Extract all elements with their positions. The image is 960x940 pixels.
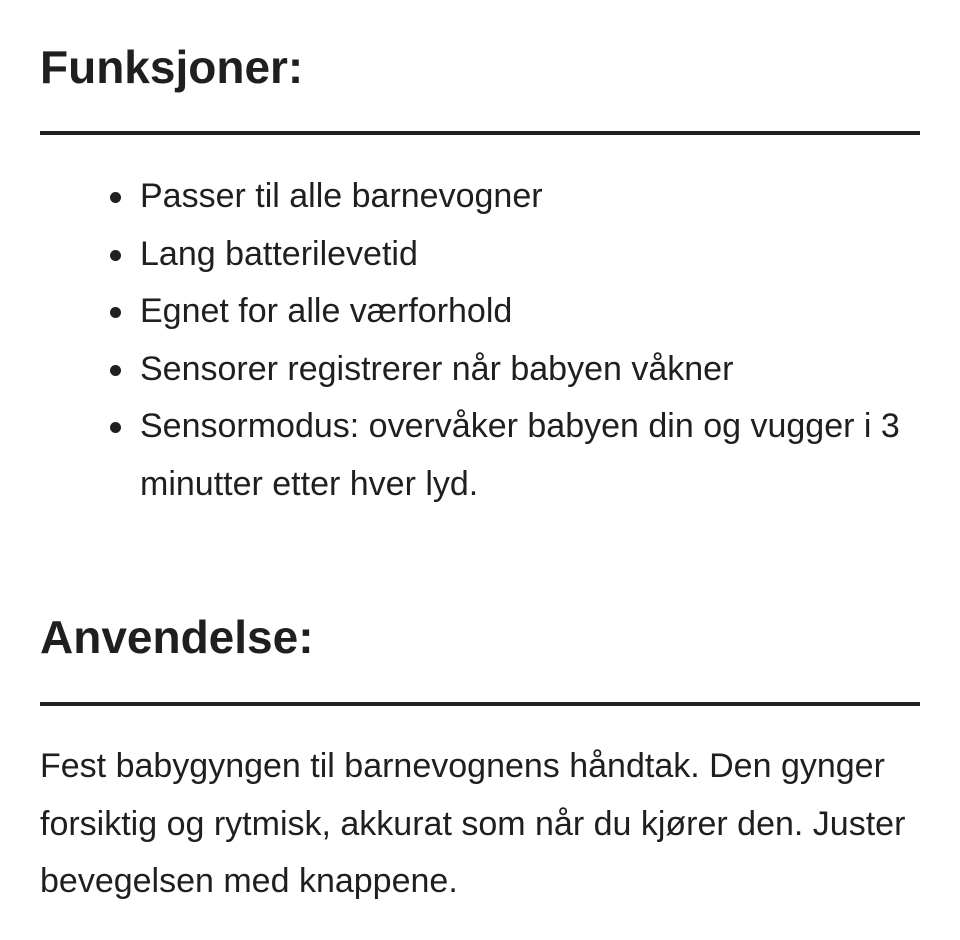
usage-divider: [40, 702, 920, 706]
bullet-icon: [110, 422, 121, 433]
list-item: [140, 398, 900, 513]
bullet-icon: [110, 250, 121, 261]
functions-divider: [40, 131, 920, 135]
functions-list: [140, 168, 900, 513]
list-item: [140, 168, 900, 226]
functions-heading: Funksjoner:: [40, 41, 304, 93]
list-item-text: Passer til alle barnevogner: [140, 177, 543, 215]
list-item-text: Sensormodus: overvåker babyen din og vugger i 3 minutter etter hver lyd.: [140, 407, 900, 503]
usage-paragraph: Fest babygyngen til barnevognens håndtak. Den gynger forsiktig og rytmisk, akkurat som når du kjører den. Juster bevegelsen med knappene.: [40, 747, 906, 900]
list-item-text: Lang batterilevetid: [140, 234, 418, 273]
list-item: [140, 226, 900, 284]
list-item-text: Egnet for alle værforhold: [140, 292, 513, 330]
list-item-text: Sensorer registrerer når babyen våkner: [140, 349, 734, 388]
list-item: [140, 341, 900, 399]
bullet-icon: [110, 307, 121, 318]
bullet-icon: [110, 192, 121, 203]
list-item: [140, 283, 900, 341]
bullet-icon: [110, 365, 121, 376]
usage-heading: Anvendelse:: [40, 611, 314, 663]
